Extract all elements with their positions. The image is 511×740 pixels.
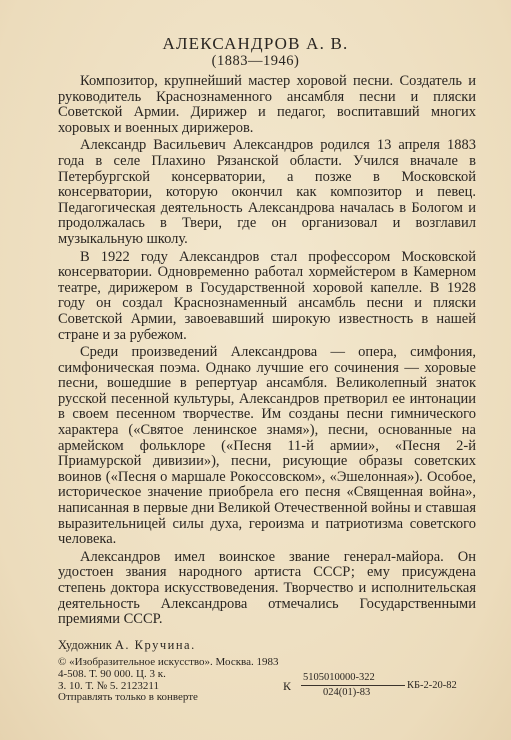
paragraph-career: В 1922 году Александров стал профессором Московской консерватории. Одновременно работал хормейстером в Камерном театре, дирижером в Государственной хоровой капелле. В 1928 году он создал Краснознаменный ансамбль песни и пляски Советской Армии, завоевавший широкую известность в нашей стране и за рубежом. xyxy=(58,248,476,343)
paragraph-works: Среди произведений Александрова — опера, симфония, симфоническая поэма. Однако лучшие его сочинения — хоровые песни, вошедшие в репертуар ансамбля. Великолепный знаток русской песенной культуры, Александров претворил ее интонации в своем песенном творчестве. Им созданы песни гимнического характера («Святое ленинское знамя»), песни, основанные на армейском фольклоре («Песня 11-й армии», «Песня 2-й Приамурской дивизии»), песни, рисующие образы советских воинов («Песня о маршале Рокоссовском», «Эшелонная»). Особое, историческое значение приобрела его песня «Священная война», написанная в первые дни Великой Отечественной войны и ставшая выразительницей силы духа, героизма и патриотизма советского человека. xyxy=(58,344,476,548)
fraction-divider xyxy=(301,685,405,686)
life-dates: (1883—1946) xyxy=(211,53,300,69)
catalog-denominator: 024(01)-83 xyxy=(323,687,371,698)
artist-credit xyxy=(58,638,196,653)
imprint-line: 4-508. Т. 90 000. Ц. 3 к. xyxy=(58,667,166,680)
imprint-line: Отправлять только в конверте xyxy=(58,691,198,704)
artist-label: Художник xyxy=(58,638,112,652)
page-title: АЛЕКСАНДРОВ А. В. xyxy=(162,34,349,53)
catalog-numerator: 5105010000-322 xyxy=(303,672,375,683)
paragraph-intro: Композитор, крупнейший мастер хоровой песни. Создатель и руководитель Краснознаменного ансамбля песни и пляски Советской Армии. Дирижер и педагог, воспитавший многих хоровых и военных дирижеров. xyxy=(58,73,476,136)
publisher-imprint xyxy=(58,657,278,704)
catalog-letter: К xyxy=(283,679,292,693)
catalog-code: КБ-2-20-82 xyxy=(407,680,457,691)
paragraph-honors: Александров имел воинское звание генерал-майора. Он удостоен звания народного артиста СССР; ему присуждена степень доктора искусствоведения. Творчество и исполнительская деятельность Александрова отмечались Государственными премиями СССР. xyxy=(58,548,476,628)
imprint-line: © «Изобразительное искусство». Москва. 1983 xyxy=(58,656,279,668)
biography-text xyxy=(58,74,476,628)
imprint-line: З. 10. Т. № 5. 2123211 xyxy=(58,679,159,692)
artist-name: А. Кручина. xyxy=(114,638,196,652)
paragraph-early-life: Александр Васильевич Александров родился 13 апреля 1883 года в селе Плахино Рязанской области. Учился вначале в Петербургской консерватории, а позже в Московской консерватории, которую окончил как композитор и певец. Педагогическая деятельность Александрова началась в Бологом и продолжалась в Твери, где он организовал и возглавил музыкальную школу. xyxy=(58,137,476,247)
